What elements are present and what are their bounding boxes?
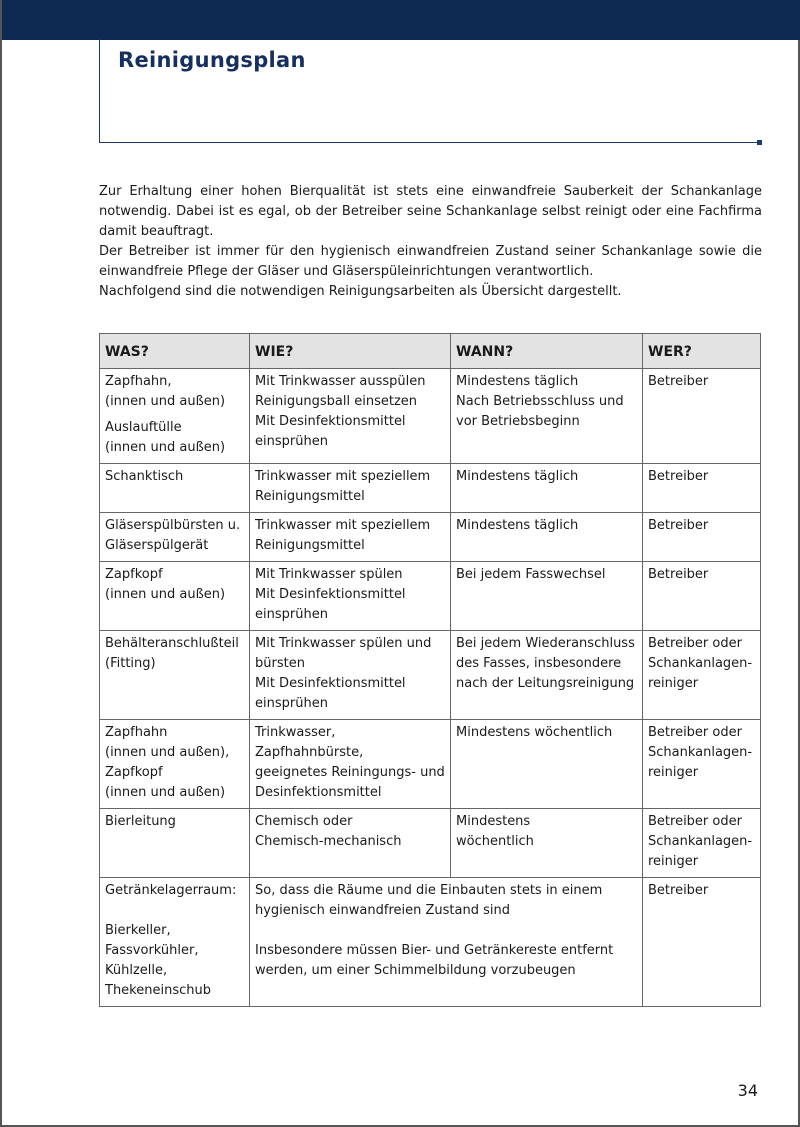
cell-was: Schanktisch xyxy=(100,464,250,513)
cell-wer: Betreiber oder Schankanlagen-reiniger xyxy=(643,631,761,720)
table-row xyxy=(100,631,761,720)
table-row xyxy=(100,369,761,464)
cell-was: Zapfhahn, (innen und außen) Auslauftülle (innen und außen) xyxy=(100,369,250,464)
column-header-was: WAS? xyxy=(100,334,250,369)
cell-wann: Mindestens wöchentlich xyxy=(451,809,643,878)
intro-paragraph: Zur Erhaltung einer hohen Bierqualität ist stets eine einwandfreie Sauberkeit der Schankanlage notwendig. Dabei ist es egal, ob der Betreiber seine Schankanlage selbst reinigt oder eine Fachfirma damit beauftragt. xyxy=(99,184,762,239)
cell-wer: Betreiber xyxy=(643,513,761,562)
cell-wie: Mit Trinkwasser spülen und bürsten Mit Desinfektionsmittel einsprühen xyxy=(250,631,451,720)
header-bar xyxy=(2,0,800,40)
column-header-wann: WANN? xyxy=(451,334,643,369)
table-row xyxy=(100,720,761,809)
cell-wie: Trinkwasser mit speziellem Reinigungsmittel xyxy=(250,513,451,562)
column-header-wer: WER? xyxy=(643,334,761,369)
title-frame-dot xyxy=(757,140,762,145)
title-frame-left xyxy=(99,38,100,143)
table-row xyxy=(100,513,761,562)
cell-was: Zapfkopf (innen und außen) xyxy=(100,562,250,631)
cell-wer: Betreiber xyxy=(643,369,761,464)
cell-was: Bierleitung xyxy=(100,809,250,878)
cell-wie: Trinkwasser, Zapfhahnbürste, geeignetes Reiningungs- und Desinfektionsmittel xyxy=(250,720,451,809)
cell-wie: Trinkwasser mit speziellem Reinigungsmittel xyxy=(250,464,451,513)
page-number: 34 xyxy=(737,1081,758,1100)
cell-wie: Mit Trinkwasser spülen Mit Desinfektionsmittel einsprühen xyxy=(250,562,451,631)
cell-wer: Betreiber oder Schankanlagen-reiniger xyxy=(643,720,761,809)
table-header-row xyxy=(100,334,761,369)
page-title: Reinigungsplan xyxy=(118,48,306,72)
intro-paragraph: Der Betreiber ist immer für den hygienisch einwandfreien Zustand seiner Schankanlage sowie die einwandfreie Pflege der Gläser und Gläserspüleinrichtungen verantwortlich. xyxy=(99,244,762,279)
cell-wann: Mindestens täglich xyxy=(451,464,643,513)
cell-wie: Mit Trinkwasser ausspülen Reinigungsball einsetzen Mit Desinfektionsmittel einsprühen xyxy=(250,369,451,464)
cell-wer: Betreiber oder Schankanlagen-reiniger xyxy=(643,809,761,878)
cell-wann: Mindestens täglich Nach Betriebsschluss und vor Betriebsbeginn xyxy=(451,369,643,464)
column-header-wie: WIE? xyxy=(250,334,451,369)
table-row xyxy=(100,878,761,1007)
cell-was: Behälteranschlußteil (Fitting) xyxy=(100,631,250,720)
table-row xyxy=(100,809,761,878)
intro-text xyxy=(99,182,762,302)
table-row xyxy=(100,562,761,631)
cleaning-plan-table xyxy=(99,333,761,1007)
cell-wann: Mindestens täglich xyxy=(451,513,643,562)
intro-paragraph: Nachfolgend sind die notwendigen Reinigungsarbeiten als Übersicht dargestellt. xyxy=(99,284,622,299)
cell-wer: Betreiber xyxy=(643,562,761,631)
table-row xyxy=(100,464,761,513)
cell-was: Getränkelagerraum: Bierkeller, Fassvorkühler, Kühlzelle, Thekeneinschub xyxy=(100,878,250,1007)
cell-wann: Bei jedem Wiederanschluss des Fasses, insbesondere nach der Leitungsreinigung xyxy=(451,631,643,720)
title-frame-bottom xyxy=(99,142,759,143)
cell-wer: Betreiber xyxy=(643,878,761,1007)
cell-wann: Bei jedem Fasswechsel xyxy=(451,562,643,631)
cell-wie: Chemisch oder Chemisch-mechanisch xyxy=(250,809,451,878)
cell-wie-wann-merged: So, dass die Räume und die Einbauten stets in einem hygienisch einwandfreien Zustand sind Insbesondere müssen Bier- und Getränkereste entfernt werden, um einer Schimmelbildung vorzubeugen xyxy=(250,878,643,1007)
cell-wer: Betreiber xyxy=(643,464,761,513)
cell-wann: Mindestens wöchentlich xyxy=(451,720,643,809)
cell-was: Gläserspülbürsten u. Gläserspülgerät xyxy=(100,513,250,562)
cell-was: Zapfhahn (innen und außen), Zapfkopf (innen und außen) xyxy=(100,720,250,809)
